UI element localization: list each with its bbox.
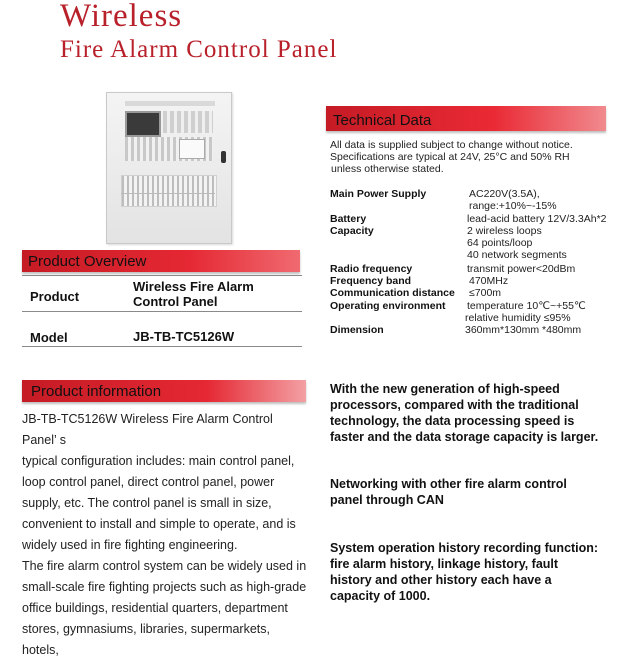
spec-value: range:+10%~-15% [469,200,557,212]
product-overview-header [22,250,300,272]
spec-label: Battery [330,213,367,225]
spec-label: Dimension [330,324,384,336]
body-line: small-scale fire fighting projects such as high-grade [22,580,307,594]
body-line: JB-TB-TC5126W Wireless Fire Alarm Control Panel’ s [22,412,273,447]
technical-notes [330,139,610,175]
spec-value: AC220V(3.5A), [469,188,540,200]
feature-line: System operation history recording function: [330,541,599,555]
panel-lcd-screen [125,111,161,137]
feature-line: faster and the data storage capacity is larger. [330,430,599,444]
spec-label: Main Power Supply [330,188,427,200]
technical-data-title: Technical Data [333,112,432,129]
spec-value: temperature 10℃~+55℃ [467,300,586,312]
body-line: The fire alarm control system can be widely used in [22,559,307,573]
spec-value: 64 points/loop [467,237,533,249]
overview-value-model: JB-TB-TC5126W [133,329,235,344]
spec-label: Frequency band [330,275,412,287]
body-line: stores, gymnasiums, libraries, supermarkets, hotels, [22,622,270,657]
panel-printer-slot [179,139,205,159]
panel-lock-icon [221,151,226,163]
product-photo [106,92,232,244]
feature-line: capacity of 1000. [330,589,431,603]
spec-value: 2 wireless loops [467,225,542,237]
feature-line: Networking with other fire alarm control [330,477,567,491]
spec-value: transmit power<20dBm [467,263,576,275]
spec-value: 470MHz [469,275,509,287]
feature-line: processors, compared with the traditional [330,398,579,412]
divider [22,346,302,347]
spec-label: Radio frequency [330,263,413,275]
overview-label-model: Model [30,330,68,345]
spec-label: Communication distance [330,287,455,299]
body-line: typical configuration includes: main control panel, [22,454,295,468]
spec-value: lead-acid battery 12V/3.3Ah*2 [467,213,607,225]
page-subtitle: Fire Alarm Control Panel [60,36,338,63]
feature-line: With the new generation of high-speed [330,382,560,396]
spec-label: Capacity [330,225,374,237]
feature-line: panel through CAN [330,493,444,507]
divider [22,311,302,312]
panel-indicator-grid [121,175,217,207]
panel-keypad [163,111,213,133]
body-line: loop control panel, direct control panel, power [22,475,275,489]
feature-block-networking [330,476,567,508]
feature-line: fire alarm history, linkage history, fault [330,557,559,571]
body-line: office buildings, residential quarters, department [22,601,288,615]
feature-block-processor [330,381,598,445]
spec-value: relative humidity ≤95% [465,312,571,324]
panel-label-strip [125,101,215,106]
note-line: All data is supplied subject to change without notice. [330,139,573,151]
body-line: supply, etc. The control panel is small in size, [22,496,272,510]
overview-label-product: Product [30,289,80,304]
product-overview-title: Product Overview [28,253,147,270]
feature-line: history and other history each have a [330,573,552,587]
overview-value-product-line2: Control Panel [133,294,218,309]
feature-block-history [330,540,598,604]
product-information-header [22,380,306,402]
overview-value-product: Wireless Fire Alarm [133,279,254,294]
spec-value: 40 network segments [467,249,567,261]
spec-value: 360mm*130mm *480mm [465,324,582,336]
panel-divider [121,193,215,194]
technical-data-header [326,106,606,131]
page-title: Wireless [60,0,183,34]
feature-line: technology, the data processing speed is [330,414,575,428]
note-line: unless otherwise stated. [331,163,444,175]
body-line: convenient to install and simple to operate, and is [22,517,296,531]
spec-value: ≤700m [469,287,502,299]
note-line: Specifications are typical at 24V, 25°C and 50% RH [330,151,570,163]
divider [22,275,302,276]
body-line: widely used in fire fighting engineering. [22,538,238,552]
product-information-body [22,409,307,661]
product-information-title: Product information [31,383,162,400]
spec-label: Operating environment [330,300,446,312]
